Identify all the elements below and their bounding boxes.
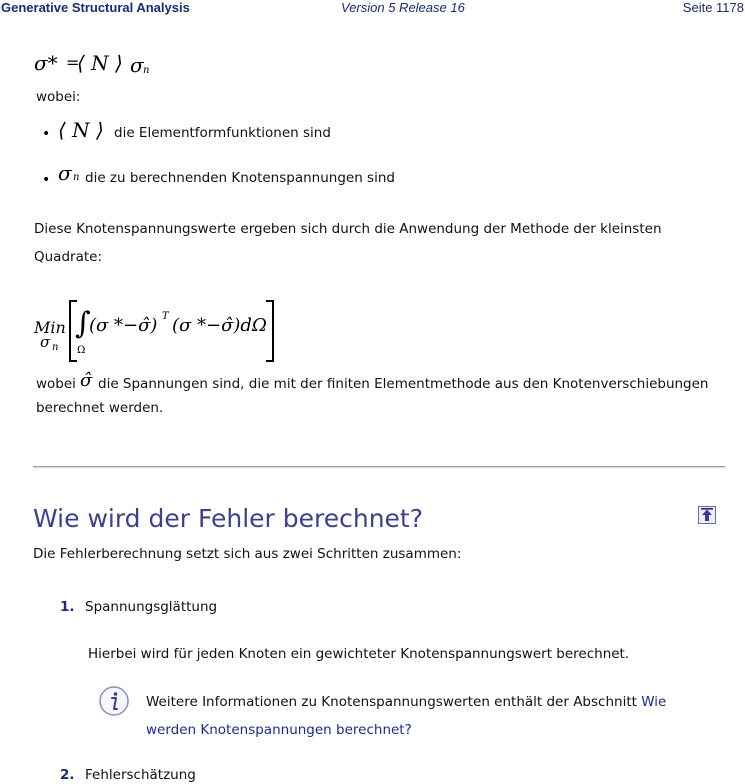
paragraph-line: Quadrate: — [34, 249, 102, 265]
document-title: Generative Structural Analysis — [1, 0, 190, 15]
step-title: Spannungsglättung — [85, 599, 218, 615]
section-divider — [33, 466, 725, 468]
step-number: 1. — [60, 599, 75, 615]
formula-min: Min — [34, 318, 66, 337]
version-label: Version 5 Release 16 — [341, 0, 465, 15]
bullet-dot: • — [42, 126, 51, 142]
step-title: Fehlerschätzung — [85, 767, 196, 783]
section-heading: Wie wird der Fehler berechnet? — [33, 504, 424, 533]
info-icon — [98, 685, 130, 717]
wobei-label: wobei: — [36, 89, 81, 105]
integral-domain: Ω — [77, 345, 86, 356]
paragraph-line: die Spannungen sind, die mit der finiten Elementmethode aus den Knotenverschiebungen — [98, 376, 709, 392]
formula-min-sub-sigma: σ — [40, 333, 51, 351]
formula-transpose: T — [162, 311, 169, 322]
formula-sigma: σ — [130, 53, 144, 77]
wobei-inline: wobei — [36, 376, 76, 392]
bullet1-N-vector: ⟨ N ⟩ — [58, 118, 104, 142]
sigma-hat: σ̂ — [80, 370, 93, 391]
info-text — [146, 694, 666, 710]
page-number: Seite 1178 — [682, 0, 744, 15]
formula-subscript-n: n — [143, 65, 150, 76]
bullet-dot: • — [42, 172, 51, 188]
bullet2-sigma: σ — [58, 161, 72, 185]
step-description: Hierbei wird für jeden Knoten ein gewichteter Knotenspannungswert berechnet. — [88, 646, 630, 662]
step-number: 2. — [60, 767, 75, 783]
bullet2-subscript-n: n — [73, 172, 80, 183]
formula-term2: (σ *−σ̂)dΩ — [172, 315, 267, 336]
info-text-main: Weitere Informationen zu Knotenspannungswerten enthält der Abschnitt — [146, 694, 637, 710]
formula-equals: = — [66, 53, 80, 72]
formula-term1: (σ *−σ̂) — [89, 315, 158, 336]
bullet2-text: die zu berechnenden Knotenspannungen sind — [85, 170, 395, 186]
paragraph-line: Diese Knotenspannungswerte ergeben sich durch die Anwendung der Methode der kleinsten — [34, 221, 662, 237]
integral-sign: ∫ — [75, 306, 91, 341]
paragraph-line: berechnet werden. — [36, 400, 164, 416]
right-bracket — [266, 300, 274, 362]
formula-N-vector: ⟨ N ⟩ — [77, 51, 123, 75]
info-link[interactable]: werden Knotenspannungen berechnet? — [146, 722, 412, 738]
section-intro: Die Fehlerberechnung setzt sich aus zwei Schritten zusammen: — [33, 546, 462, 562]
bullet1-text: die Elementformfunktionen sind — [114, 125, 331, 141]
formula-sigma-star: σ* — [34, 51, 58, 75]
back-to-top-icon[interactable] — [697, 505, 717, 525]
formula-min-sub-n: n — [52, 342, 59, 353]
info-link[interactable]: Wie — [641, 694, 667, 710]
